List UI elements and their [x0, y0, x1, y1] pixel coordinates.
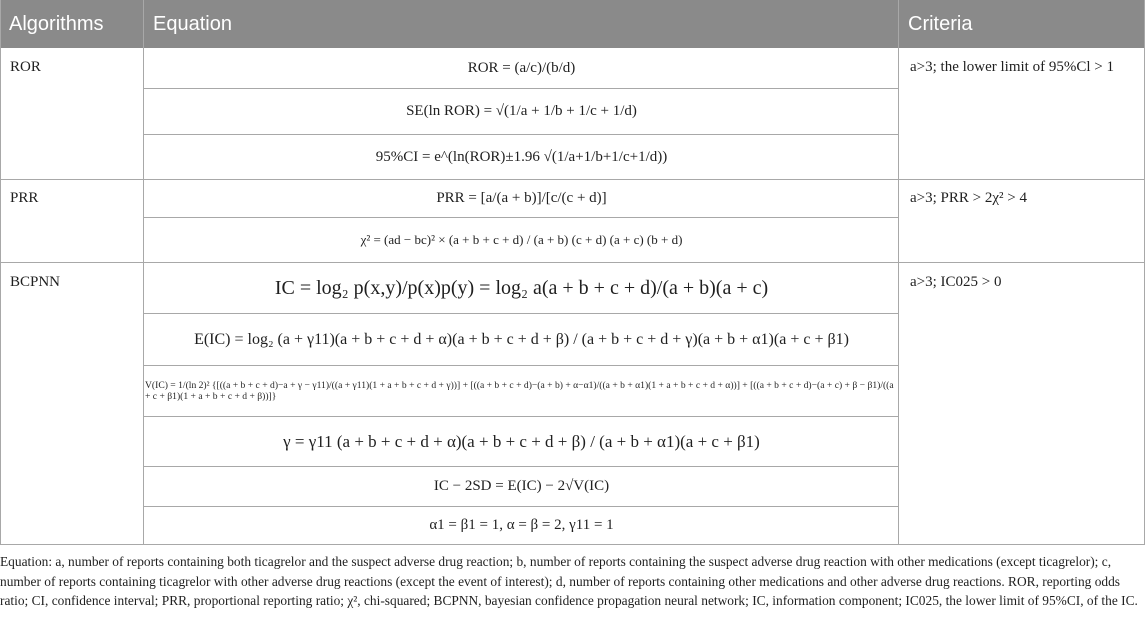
equation-expected-ic: E(IC) = log₂ (a + γ11)(a + b + c + d + α)(a + b + c + d + β) / (a + b + c + d + γ)(a + b + α1)(a + c + β1)	[194, 330, 849, 348]
equation-ic-2sd: IC − 2SD = E(IC) − 2√V(IC)	[433, 478, 610, 494]
equation-ic: IC = log₂ p(x,y)/p(x)p(y) = log₂ a(a + b + c + d)/(a + b)(a + c)	[274, 276, 769, 299]
algorithm-bcpnn: BCPNN	[10, 274, 61, 290]
equation-ror: ROR = (a/c)/(b/d)	[467, 60, 576, 76]
grid-line	[143, 0, 144, 545]
grid-line	[0, 0, 1, 545]
equation-variance-ic: V(IC) = 1/(ln 2)² {[((a + b + c + d)−a + γ − γ11)/((a + γ11)(1 + a + b + c + d + γ))] + [((a + b + c + d)−(a + b) + α−α1)/((a + b + α1)(1 + a + b + c + d + α))] + [((a + b + c + d)−(a + c) + β − β1)/((a + c + β1)(1 + a + b + c + d + β))]}	[145, 380, 894, 402]
equation-chi-squared: χ² = (ad − bc)² × (a + b + c + d) / (a + b) (c + d) (a + c) (b + d)	[360, 232, 683, 247]
criteria-ror: a>3; the lower limit of 95%Cl > 1	[910, 59, 1114, 75]
algorithm-prr: PRR	[10, 190, 39, 206]
equation-prr: PRR = [a/(a + b)]/[c/(c + d)]	[436, 190, 607, 206]
algorithm-ror: ROR	[10, 59, 41, 75]
grid-line	[898, 0, 899, 545]
row-divider	[0, 544, 1145, 545]
header-equation: Equation	[144, 0, 898, 48]
header-criteria: Criteria	[899, 0, 1145, 48]
equation-ror-ci: 95%CI = e^(ln(ROR)±1.96 √(1/a+1/b+1/c+1/d))	[375, 148, 668, 165]
criteria-bcpnn: a>3; IC025 > 0	[910, 274, 1002, 290]
header-algorithms: Algorithms	[0, 0, 143, 48]
equation-parameters: α1 = β1 = 1, α = β = 2, γ11 = 1	[429, 517, 614, 533]
criteria-prr: a>3; PRR > 2χ² > 4	[910, 190, 1027, 206]
equation-ror-se: SE(ln ROR) = √(1/a + 1/b + 1/c + 1/d)	[406, 103, 637, 119]
equation-gamma: γ = γ11 (a + b + c + d + α)(a + b + c + d + β) / (a + b + α1)(a + c + β1)	[283, 431, 760, 451]
table-footnote: Equation: a, number of reports containing both ticagrelor and the suspect adverse drug reaction; b, number of reports containing the suspect adverse drug reaction with other medications (except ticagrelor); c, number of reports containing ticagrelor with other adverse drug reactions (except the event of interest); d, number of reports containing other medications and other adverse drug reactions. ROR, reporting odds ratio; CI, confidence interval; PRR, proportional reporting ratio; χ², chi-squared; BCPNN, bayesian confidence propagation neural network; IC, information component; IC025, the lower limit of 95%CI, of the IC.	[0, 554, 1138, 608]
